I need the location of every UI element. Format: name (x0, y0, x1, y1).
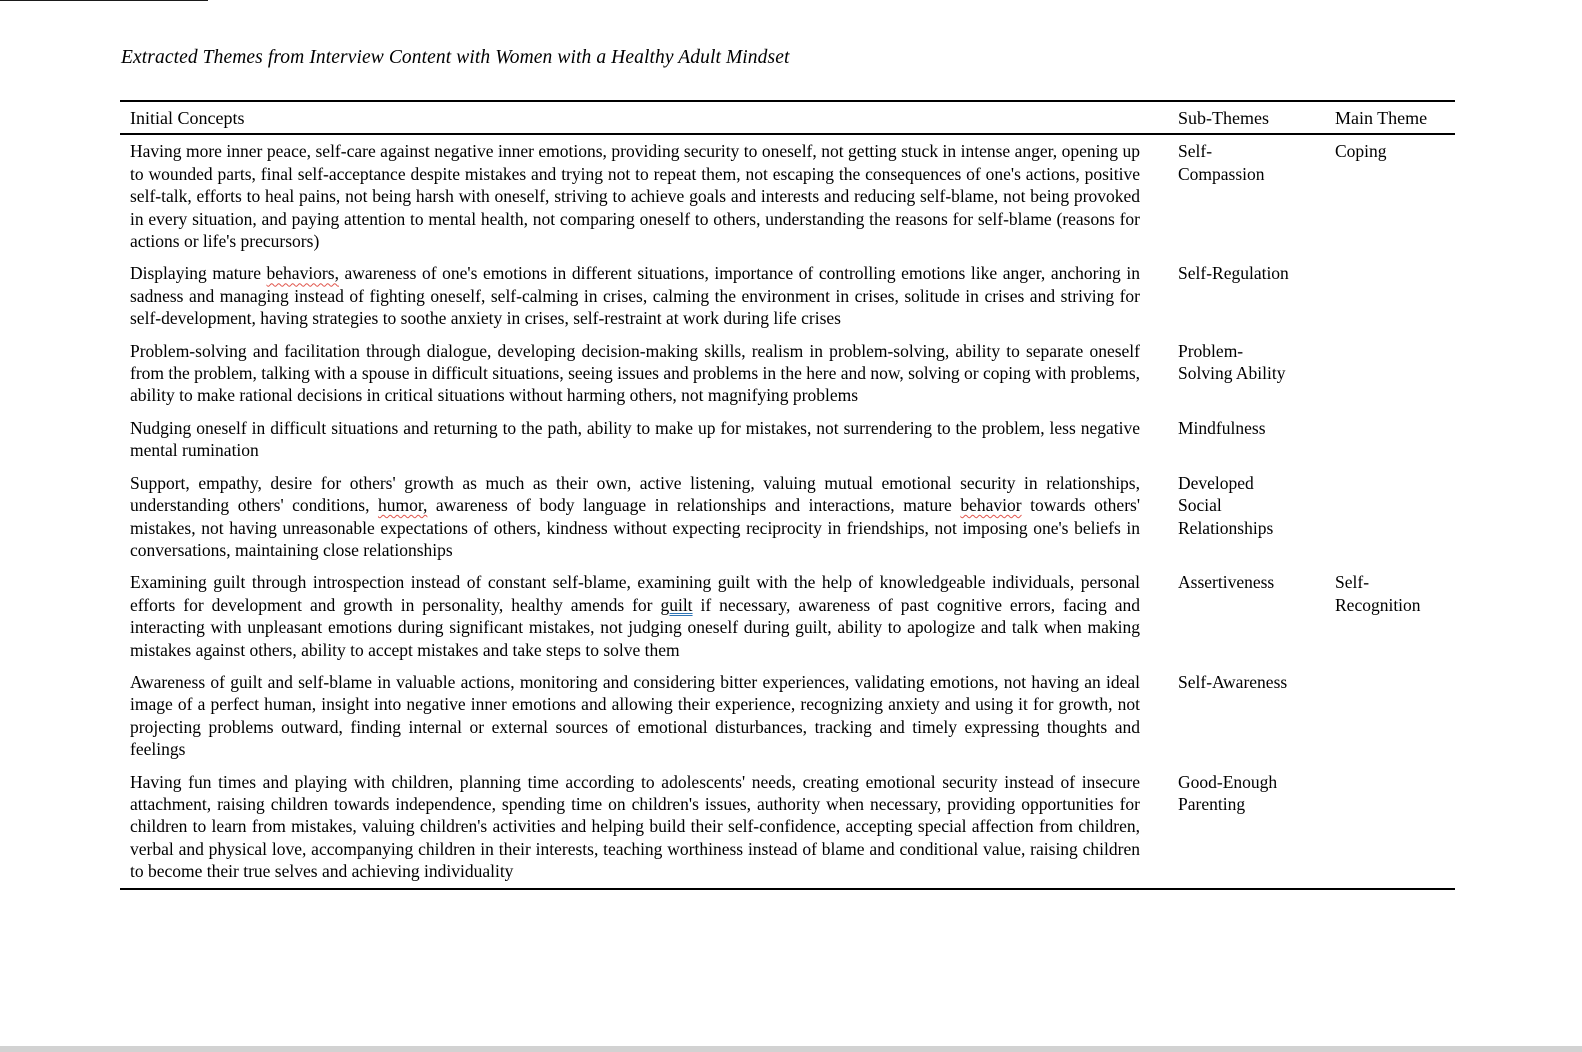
main-theme-cell: Coping (1335, 141, 1387, 162)
main-theme-cell: Self-Recognition (1335, 572, 1421, 615)
table-row (120, 766, 1455, 889)
initial-concepts-cell (120, 566, 1170, 666)
concepts-text: Awareness of guilt and self-blame in valuable actions, monitoring and considering bitter experiences, validating emotions, not having an ideal image of a perfect human, insight into negative inner emotions and allowing their experience, recognizing anxiety and using it for growth, not projecting problems outward, finding internal or external sources of emotional disturbances, tracking and timely expressing thoughts and feelings (130, 671, 1140, 760)
spellcheck-marked-word: behavior (960, 495, 1022, 516)
sub-theme-cell: Self-Compassion (1178, 141, 1265, 184)
col-header-initial-concepts: Initial Concepts (120, 101, 1170, 134)
table-body (120, 134, 1455, 888)
initial-concepts-cell (120, 134, 1170, 257)
table-row (120, 566, 1455, 666)
main-theme-cell (1320, 467, 1455, 567)
initial-concepts-cell (120, 335, 1170, 412)
table-row (120, 335, 1455, 412)
main-theme-cell (1320, 766, 1455, 889)
header-row (120, 101, 1455, 134)
sub-theme-cell: Assertiveness (1178, 572, 1275, 593)
concepts-text: Displaying mature (130, 263, 267, 284)
sub-theme-cell: Self-Regulation (1178, 263, 1289, 284)
col-header-main-theme: Main Theme (1320, 101, 1455, 134)
window-bottom-edge (0, 1046, 1582, 1052)
sub-theme-cell: Good-Enough Parenting (1178, 771, 1278, 814)
concepts-text: awareness of one's emotions in different situations, importance of controlling emotions like anger, anchoring in sadness and managing instead of fighting oneself, self-calming in crises, calming the environment in crises, solitude in crises and striving for self-development, having strategies to soothe anxiety in crises, self-restraint at work during life crises (130, 263, 1140, 329)
main-theme-cell (1320, 335, 1455, 412)
concepts-text: Support, empathy, desire for others' growth as much as their own, active listening, valuing mutual emotional security in relationships, understanding others' conditions, (130, 472, 1140, 516)
sub-theme-cell: Developed Social Relationships (1178, 472, 1274, 538)
col-header-sub-themes: Sub-Themes (1170, 101, 1320, 134)
concepts-text: Having more inner peace, self-care against negative inner emotions, providing security to oneself, not getting stuck in intense anger, opening up to wounded parts, final self-acceptance despite mistakes and trying not to repeat them, not escaping the consequences of one's actions, positive self-talk, efforts to heal pains, not being harsh with oneself, striving to achieve goals and interests and reducing self-blame, not being provoked in every situation, and paying attention to mental health, not comparing oneself to others, understanding the reasons for self-blame (reasons for actions or life's precursors) (130, 141, 1140, 252)
initial-concepts-cell (120, 467, 1170, 567)
table-row (120, 467, 1455, 567)
concepts-text: towards others' mistakes, not having unreasonable expectations of others, kindness without expecting reciprocity in friendships, not imposing one's beliefs in conversations, maintaining close relationships (130, 495, 1140, 560)
table-row (120, 666, 1455, 766)
table-row (120, 257, 1455, 334)
main-theme-cell (1320, 257, 1455, 334)
spellcheck-marked-word: behaviors, (266, 263, 339, 284)
table-caption: Extracted Themes from Interview Content with Women with a Healthy Adult Mindset (121, 47, 790, 68)
sub-theme-cell: Self-Awareness (1178, 671, 1288, 692)
main-theme-cell (1320, 412, 1455, 467)
main-theme-cell (1320, 666, 1455, 766)
initial-concepts-cell (120, 766, 1170, 889)
themes-table (120, 100, 1455, 890)
sub-theme-cell: Problem-Solving Ability (1178, 340, 1286, 384)
grammar-marked-word: guilt (660, 594, 693, 615)
concepts-text: Examining guilt through introspection instead of constant self-blame, examining guilt with the help of knowledgeable individuals, personal efforts for development and growth in personality, healthy amends for (130, 572, 1140, 615)
concepts-text: Nudging oneself in difficult situations and returning to the path, ability to make up for mistakes, not surrendering to the problem, less negative mental rumination (130, 417, 1140, 461)
initial-concepts-cell (120, 666, 1170, 766)
concepts-text: Problem-solving and facilitation through dialogue, developing decision-making skills, realism in problem-solving, ability to separate oneself from the problem, talking with a spouse in difficult situations, seeing issues and problems in the here and now, solving or coping with problems, ability to make rational decisions in critical situations without harming others, not magnifying problems (130, 340, 1140, 406)
table-row (120, 412, 1455, 467)
spellcheck-marked-word: humor, (377, 495, 428, 516)
sub-theme-cell: Mindfulness (1178, 417, 1266, 438)
table-row (120, 134, 1455, 257)
initial-concepts-cell (120, 412, 1170, 467)
top-edge-artifact (0, 0, 208, 1)
initial-concepts-cell (120, 257, 1170, 334)
concepts-text: awareness of body language in relationships and interactions, mature (427, 495, 961, 516)
concepts-text: if necessary, awareness of past cognitive errors, facing and interacting with unpleasant emotions during significant mistakes, not judging oneself during guilt, ability to apologize and talk when making mistakes against others, ability to accept mistakes and take steps to solve them (130, 594, 1140, 660)
concepts-text: Having fun times and playing with children, planning time according to adolescents' needs, creating emotional security instead of insecure attachment, raising children towards independence, spending time on children's issues, authority when necessary, providing opportunities for children to learn from mistakes, valuing children's activities and helping build their self-confidence, accepting special affection from children, verbal and physical love, accompanying children in their interests, teaching worthiness instead of blame and conditional value, raising children to become their true selves and achieving individuality (130, 771, 1140, 882)
